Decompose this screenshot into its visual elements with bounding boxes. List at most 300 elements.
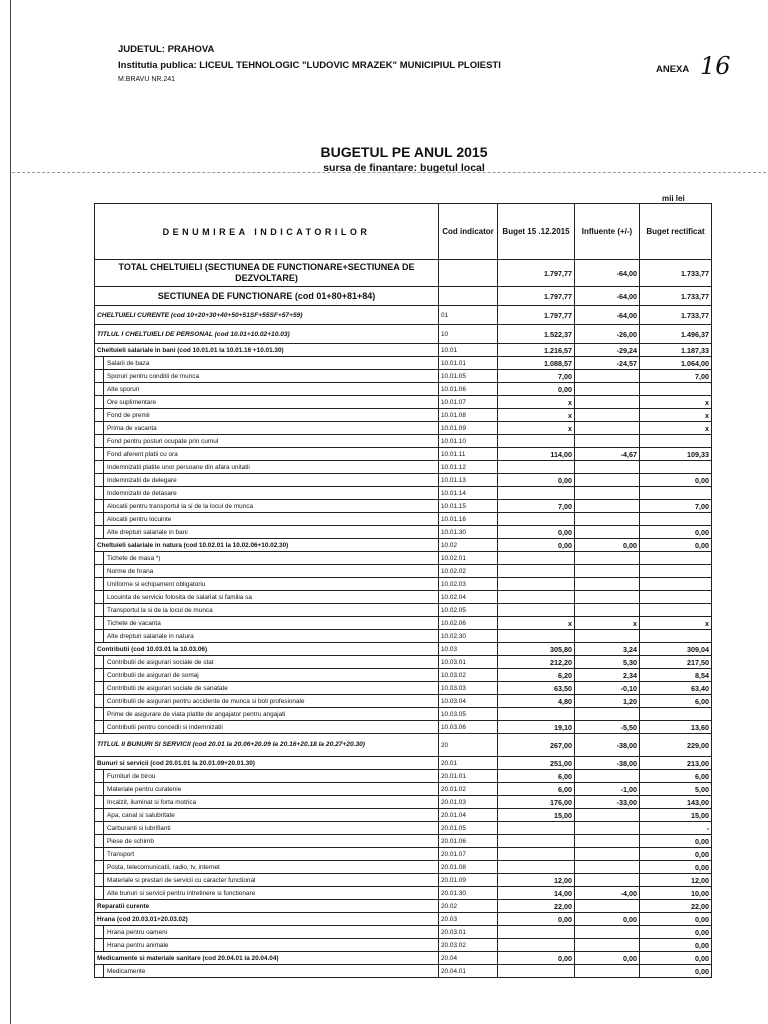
row-rectificat-cell [640,487,712,500]
indent-marker [95,887,104,899]
row-code-cell [439,409,498,422]
row-influente-cell [575,617,640,630]
row-code-cell-text: 10.03 [441,645,457,653]
row-rectificat-cell [640,461,712,474]
row-rectificat-cell [640,952,712,965]
row-name-cell [95,643,439,656]
row-name-cell-text: Fond aferent platii cu ora [107,450,178,458]
row-name-cell [95,500,439,513]
row-code-cell-text: 10.03.06 [441,723,466,731]
table-row [95,630,712,643]
row-name-cell-text: Contributii pentru concedii si indemnizatii [107,723,223,731]
indent-marker [95,422,104,434]
row-rectificat-cell-text: 0,00 [695,927,709,937]
row-influente-cell [575,578,640,591]
row-name-cell [95,770,439,783]
row-buget-cell [498,900,575,913]
row-code-cell-text: 10.02.06 [441,619,466,627]
row-rectificat-cell-text: 0,00 [695,862,709,872]
row-code-cell-text: 20.01.03 [441,798,466,806]
row-code-cell-text: 10.01.08 [441,411,466,419]
table-row [95,344,712,357]
row-name-cell [95,578,439,591]
table-row [95,734,712,757]
row-name-cell-text: Medicamente [107,967,146,975]
row-name-cell [95,656,439,669]
indent-marker [95,822,104,834]
row-rectificat-cell [640,617,712,630]
row-rectificat-cell [640,783,712,796]
row-influente-cell-text: -64,00 [616,268,637,278]
row-rectificat-cell [640,926,712,939]
row-rectificat-cell [640,591,712,604]
row-code-cell [439,604,498,617]
row-name-cell [95,708,439,721]
indent-marker [95,435,104,447]
row-rectificat-cell-text: x [705,410,709,420]
row-buget-cell-text: 12,00 [554,875,572,885]
row-name-cell-text: Sporuri pentru conditii de munca [107,372,200,380]
row-buget-cell [498,591,575,604]
row-influente-cell [575,539,640,552]
row-influente-cell [575,513,640,526]
row-code-cell-text: 10.03.04 [441,697,466,705]
table-header-row [95,204,712,260]
row-name-cell [95,630,439,643]
row-code-cell [439,474,498,487]
row-code-cell [439,617,498,630]
table-row [95,383,712,396]
indent-marker [95,848,104,860]
row-influente-cell [575,260,640,287]
row-code-cell-text: 20.04.01 [441,967,466,975]
row-rectificat-cell-text: 0,00 [695,475,709,485]
indent-marker [95,604,104,616]
row-influente-cell [575,770,640,783]
row-buget-cell [498,344,575,357]
row-rectificat-cell [640,383,712,396]
row-name-cell [95,357,439,370]
row-rectificat-cell [640,822,712,835]
row-code-cell [439,939,498,952]
row-code-cell [439,643,498,656]
row-influente-cell [575,669,640,682]
indent-marker [95,487,104,499]
row-influente-cell-text: -26,00 [616,329,637,339]
row-buget-cell [498,500,575,513]
row-buget-cell [498,965,575,978]
row-rectificat-cell-text: 7,00 [695,371,709,381]
row-name-cell [95,325,439,344]
row-name-cell [95,306,439,325]
row-name-cell [95,617,439,630]
table-row [95,396,712,409]
row-code-cell-text: 10.01.11 [441,450,466,458]
table-row [95,939,712,952]
row-name-cell [95,783,439,796]
row-name-cell-text: Indemnizatii de detasare [107,489,177,497]
table-row [95,695,712,708]
row-rectificat-cell-text: 0,00 [695,940,709,950]
row-code-cell [439,913,498,926]
row-rectificat-cell [640,900,712,913]
row-buget-cell [498,809,575,822]
indent-marker [95,448,104,460]
document-subtitle: sursa de finantare: bugetul local [323,162,485,174]
table-row [95,526,712,539]
row-influente-cell [575,487,640,500]
row-code-cell [439,526,498,539]
row-influente-cell [575,783,640,796]
indent-marker [95,835,104,847]
table-row [95,617,712,630]
table-row [95,435,712,448]
row-code-cell [439,721,498,734]
row-rectificat-cell-text: 1.187,33 [681,345,709,355]
row-name-cell [95,939,439,952]
row-code-cell [439,500,498,513]
row-name-cell [95,526,439,539]
row-name-cell-text: Hrana (cod 20.03.01+20.03.02) [97,915,188,923]
row-name-cell [95,809,439,822]
row-buget-cell [498,552,575,565]
row-rectificat-cell-text: 217,50 [687,657,709,667]
row-code-cell [439,900,498,913]
indent-marker [95,708,104,720]
row-name-cell [95,669,439,682]
row-rectificat-cell [640,630,712,643]
row-rectificat-cell-text: 109,33 [687,449,709,459]
row-name-cell-text: Uniforme si echipament obligatoriu [107,580,206,588]
row-code-cell-text: 10.02.30 [441,632,466,640]
row-influente-cell-text: -38,00 [616,740,637,750]
row-name-cell-text: Indemnizatii de delegare [107,476,177,484]
row-rectificat-cell [640,796,712,809]
row-code-cell-text: 10.01.16 [441,515,466,523]
row-code-cell-text: 10.01.13 [441,476,466,484]
row-name-cell-text: Materiale pentru curatenie [107,785,182,793]
row-buget-cell [498,422,575,435]
row-code-cell [439,591,498,604]
row-rectificat-cell [640,656,712,669]
row-influente-cell [575,721,640,734]
row-buget-cell [498,757,575,770]
document-title: BUGETUL PE ANUL 2015 [320,144,488,160]
row-rectificat-cell-text: 1.496,37 [681,329,709,339]
row-influente-cell-text: 0,00 [623,540,637,550]
row-code-cell-text: 10.01.14 [441,489,466,497]
row-code-cell-text: 10 [441,330,449,338]
table-row [95,539,712,552]
row-name-cell-text: Transportul la si de la locul de munca [107,606,213,614]
col-header-code: Cod indicator [439,204,498,260]
budget-table [94,203,712,978]
row-code-cell [439,552,498,565]
row-influente-cell-text: x [633,618,637,628]
row-name-cell-text: Alte bunuri si servicii pentru intretinere si functionare [107,889,256,897]
row-code-cell-text: 10.02.04 [441,593,466,601]
row-influente-cell [575,656,640,669]
table-row [95,669,712,682]
row-buget-cell-text: 6,00 [558,784,572,794]
col-header-buget: Buget 15 .12.2015 [498,204,575,260]
row-influente-cell-text: -0,10 [620,683,637,693]
row-name-cell [95,757,439,770]
row-code-cell [439,287,498,306]
row-code-cell-text: 20.01.01 [441,772,466,780]
indent-marker [95,783,104,795]
indent-marker [95,578,104,590]
row-rectificat-cell [640,848,712,861]
indent-marker [95,461,104,473]
row-rectificat-cell [640,682,712,695]
table-row [95,861,712,874]
table-row [95,796,712,809]
indent-marker [95,874,104,886]
row-buget-cell-text: x [568,397,572,407]
row-buget-cell [498,260,575,287]
row-code-cell [439,682,498,695]
row-influente-cell [575,708,640,721]
row-influente-cell [575,500,640,513]
row-code-cell-text: 20 [441,741,449,749]
row-buget-cell-text: 0,00 [558,475,572,485]
row-buget-cell-text: 1.797,77 [544,310,572,320]
row-influente-cell [575,965,640,978]
row-name-cell-text: Cheltuieli salariale in natura (cod 10.02.01 la 10.02.06+10.02.30) [97,541,289,549]
row-buget-cell-text: 0,00 [558,540,572,550]
row-buget-cell [498,952,575,965]
row-code-cell-text: 10.02.02 [441,567,466,575]
row-influente-cell [575,422,640,435]
row-code-cell-text: 10.03.02 [441,671,466,679]
row-code-cell [439,757,498,770]
row-influente-cell [575,565,640,578]
row-name-cell [95,409,439,422]
row-rectificat-cell [640,409,712,422]
row-name-cell-text: Contributii de asigurari de somaj [107,671,199,679]
county-label: JUDETUL: PRAHOVA [118,44,215,55]
row-name-cell [95,604,439,617]
row-code-cell-text: 10.02.03 [441,580,466,588]
row-code-cell [439,669,498,682]
institution-label: Institutia publica: LICEUL TEHNOLOGIC "LUDOVIC MRAZEK" MUNICIPIUL PLOIESTI [118,60,501,71]
row-name-cell-text: Apa, canal si salubritate [107,811,175,819]
row-code-cell-text: 10.02.05 [441,606,466,614]
table-row [95,565,712,578]
row-influente-cell [575,325,640,344]
row-name-cell [95,383,439,396]
row-buget-cell [498,435,575,448]
row-buget-cell-text: 305,80 [550,644,572,654]
row-buget-cell [498,513,575,526]
row-influente-cell [575,461,640,474]
row-influente-cell [575,757,640,770]
row-code-cell [439,656,498,669]
row-name-cell [95,913,439,926]
row-code-cell [439,578,498,591]
row-name-cell-text: Hrana pentru animale [107,941,169,949]
row-code-cell [439,448,498,461]
row-code-cell-text: 20.03.02 [441,941,466,949]
row-rectificat-cell [640,344,712,357]
row-rectificat-cell-text: 15,00 [691,810,709,820]
indent-marker [95,861,104,873]
row-rectificat-cell [640,396,712,409]
row-rectificat-cell-text: 7,00 [695,501,709,511]
table-row [95,513,712,526]
indent-marker [95,513,104,525]
row-code-cell [439,695,498,708]
indent-marker [95,565,104,577]
row-code-cell-text: 01 [441,311,449,319]
row-code-cell [439,370,498,383]
row-buget-cell [498,734,575,757]
row-influente-cell [575,926,640,939]
row-rectificat-cell-text: 1.733,77 [681,310,709,320]
table-row [95,500,712,513]
row-buget-cell-text: 267,00 [550,740,572,750]
row-influente-cell [575,409,640,422]
table-row [95,487,712,500]
row-code-cell-text: 20.01.08 [441,863,466,871]
row-rectificat-cell-text: 8,54 [695,670,709,680]
row-name-cell [95,552,439,565]
row-name-cell [95,474,439,487]
indent-marker [95,500,104,512]
indent-marker [95,617,104,629]
row-name-cell-text: CHELTUIELI CURENTE (cod 10+20+30+40+50+51SF+55SF+57+59) [97,311,303,319]
row-name-cell [95,952,439,965]
indent-marker [95,965,104,977]
row-rectificat-cell [640,965,712,978]
row-rectificat-cell-text: 0,00 [695,527,709,537]
table-row [95,461,712,474]
indent-marker [95,721,104,733]
row-buget-cell-text: 0,00 [558,527,572,537]
row-code-cell [439,734,498,757]
row-code-cell [439,461,498,474]
row-buget-cell-text: 176,00 [550,797,572,807]
row-influente-cell [575,835,640,848]
row-name-cell [95,887,439,900]
indent-marker [95,409,104,421]
row-rectificat-cell [640,604,712,617]
table-row [95,409,712,422]
row-influente-cell [575,796,640,809]
row-influente-cell [575,604,640,617]
row-code-cell-text: 20.01.06 [441,837,466,845]
row-name-cell [95,422,439,435]
row-code-cell [439,325,498,344]
table-row [95,287,712,306]
row-influente-cell-text: -64,00 [616,291,637,301]
row-influente-cell [575,822,640,835]
row-buget-cell [498,357,575,370]
row-name-cell [95,396,439,409]
row-name-cell-text: Fond de premii [107,411,150,419]
row-buget-cell-text: 6,00 [558,771,572,781]
row-name-cell [95,344,439,357]
row-buget-cell [498,325,575,344]
row-code-cell-text: 10.01.10 [441,437,466,445]
row-rectificat-cell [640,809,712,822]
row-code-cell [439,396,498,409]
row-influente-cell [575,396,640,409]
row-buget-cell [498,874,575,887]
row-rectificat-cell [640,757,712,770]
row-name-cell-text: Contributii de asigurari pentru accidente de munca si boli profesionale [107,697,305,705]
row-influente-cell [575,848,640,861]
row-rectificat-cell [640,887,712,900]
row-rectificat-cell [640,770,712,783]
row-rectificat-cell [640,861,712,874]
row-name-cell [95,900,439,913]
row-code-cell [439,708,498,721]
row-code-cell-text: 20.04 [441,954,457,962]
row-code-cell-text: 10.01.06 [441,385,466,393]
table-row [95,887,712,900]
row-code-cell-text: 20.01.05 [441,824,466,832]
row-rectificat-cell-text: 10,00 [691,888,709,898]
row-code-cell-text: 10.03.01 [441,658,466,666]
dashed-separator [12,172,766,173]
row-influente-cell [575,900,640,913]
row-buget-cell [498,539,575,552]
row-name-cell-text: Contributii (cod 10.03.01 la 10.03.06) [97,645,208,653]
row-influente-cell [575,591,640,604]
row-name-cell-text: Alte sporuri [107,385,140,393]
row-name-cell-text: Tichete de vacanta [107,619,161,627]
row-buget-cell-text: 212,20 [550,657,572,667]
row-buget-cell [498,630,575,643]
row-name-cell-text: Materiale si prestari de servicii cu caracter functional [107,876,256,884]
row-name-cell [95,926,439,939]
row-buget-cell [498,370,575,383]
row-buget-cell-text: 1.088,57 [544,358,572,368]
row-code-cell-text: 10.01.05 [441,372,466,380]
row-code-cell [439,874,498,887]
row-name-cell-text: SECTIUNEA DE FUNCTIONARE (cod 01+80+81+84) [157,290,376,301]
table-row [95,757,712,770]
row-code-cell-text: 10.01 [441,346,457,354]
row-influente-cell-text: -5,50 [620,722,637,732]
row-name-cell-text: Posta, telecomunicatii, radio, tv, internet [107,863,220,871]
row-rectificat-cell-text: 213,00 [687,758,709,768]
table-row [95,656,712,669]
row-rectificat-cell [640,708,712,721]
row-code-cell [439,306,498,325]
row-buget-cell-text: 7,00 [558,371,572,381]
table-row [95,708,712,721]
row-name-cell-text: Salarii de baza [107,359,150,367]
row-buget-cell-text: 63,50 [554,683,572,693]
col-header-name: DENUMIREA INDICATORILOR [95,204,439,260]
row-code-cell [439,861,498,874]
row-rectificat-cell [640,695,712,708]
row-code-cell [439,565,498,578]
row-rectificat-cell [640,500,712,513]
row-code-cell [439,796,498,809]
row-name-cell-text: Transport [107,850,135,858]
row-code-cell [439,835,498,848]
row-influente-cell [575,383,640,396]
row-buget-cell [498,487,575,500]
row-buget-cell-text: 1.797,77 [544,268,572,278]
row-influente-cell-text: 2,34 [623,670,637,680]
row-name-cell [95,461,439,474]
unit-label: mii lei [662,194,685,203]
